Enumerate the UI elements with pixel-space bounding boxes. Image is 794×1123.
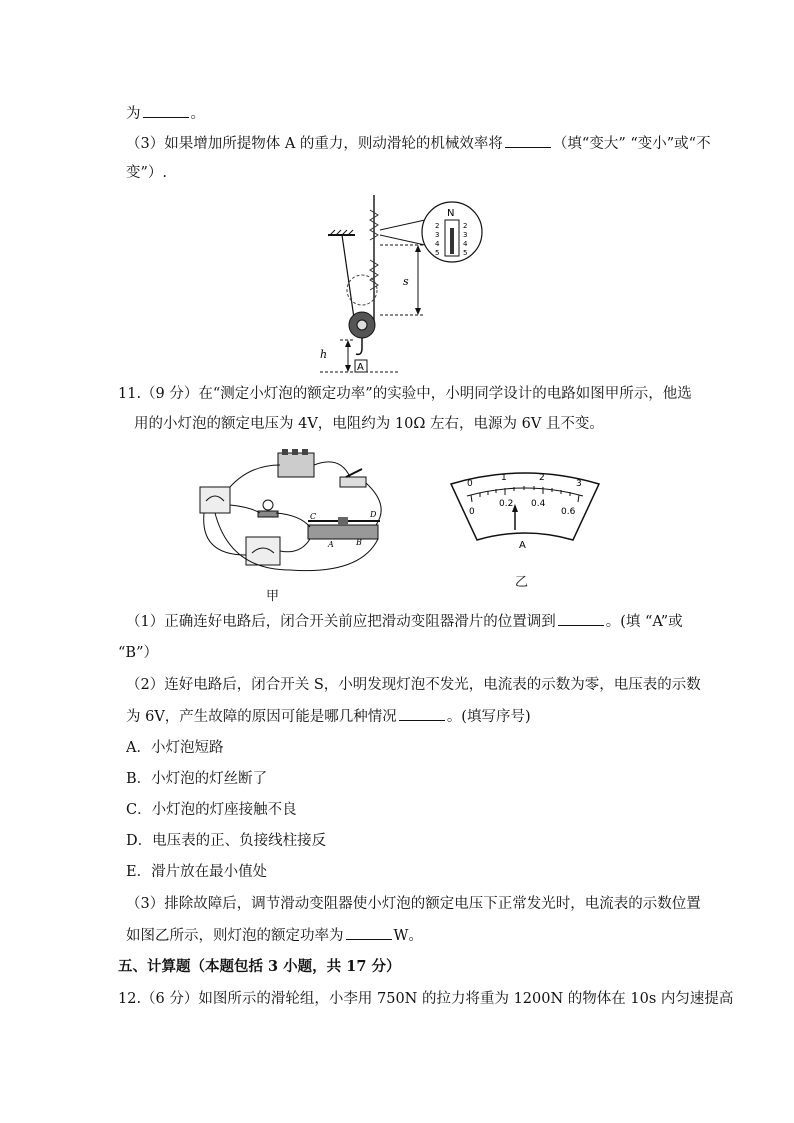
scale-right-3: 5 xyxy=(463,249,468,257)
scale-left-1: 3 xyxy=(435,231,440,239)
answer-blank xyxy=(505,133,551,148)
answer-blank xyxy=(558,611,604,626)
tick-top-0: 0 xyxy=(467,479,473,489)
meter-unit: A xyxy=(519,540,526,551)
fig-yi-caption: 乙 xyxy=(515,575,529,590)
option-e: E．滑片放在最小值处 xyxy=(126,864,268,880)
q11-stem-line1: 11.（9 分）在“测定小灯泡的额定功率”的实验中，小明同学设计的电路如图甲所示，他选 xyxy=(118,386,692,402)
option-b: B．小灯泡的灯丝断了 xyxy=(126,771,268,787)
q11-p3-text: 如图乙所示，则灯泡的额定功率为 xyxy=(126,928,344,944)
tick-bottom-0: 0 xyxy=(469,507,475,517)
scale-right-2: 4 xyxy=(463,240,468,248)
ammeter-dial-figure xyxy=(445,468,605,553)
tick-top-3: 3 xyxy=(576,479,582,489)
scale-left-0: 2 xyxy=(435,222,440,230)
label-h: h xyxy=(320,348,328,361)
scale-left-2: 4 xyxy=(435,240,440,248)
option-c: C．小灯泡的灯座接触不良 xyxy=(126,802,297,818)
q11-part2-line2 xyxy=(126,706,531,727)
answer-blank xyxy=(143,103,189,118)
tick-bottom-3: 0.6 xyxy=(561,507,576,517)
tick-top-2: 2 xyxy=(539,473,545,483)
fig-jia-caption: 甲 xyxy=(266,589,280,604)
label-a: A xyxy=(357,362,364,373)
q11-stem-line2: 用的小灯泡的额定电压为 4V，电阻约为 10Ω 左右，电源为 6V 且不变。 xyxy=(134,416,604,432)
label-s: s xyxy=(403,275,409,288)
q10-part3 xyxy=(126,133,711,154)
q11-part2-line1: （2）连好电路后，闭合开关 S，小明发现灯泡不发光，电流表的示数为零，电压表的示数 xyxy=(126,677,701,693)
q11-p2-tail: 。(填写序号) xyxy=(446,709,531,725)
option-a: A．小灯泡短路 xyxy=(126,740,224,756)
q11-p1-text: （1）正确连好电路后，闭合开关前应把滑动变阻器滑片的位置调到 xyxy=(126,614,556,630)
q11-part1-line2: “B”） xyxy=(118,645,158,661)
q10-suffix: 。 xyxy=(190,106,205,122)
q10-answer-line xyxy=(126,103,205,124)
q12-stem-line1: 12.（6 分）如图所示的滑轮组，小李用 750N 的拉力将重为 1200N 的物体在 10s 内匀速提高 xyxy=(118,991,734,1007)
tick-bottom-2: 0.4 xyxy=(531,499,546,509)
q10-part3-cont: 变”）. xyxy=(126,165,168,181)
answer-blank xyxy=(346,925,392,940)
section5-heading: 五、计算题（本题包括 3 小题，共 17 分） xyxy=(118,958,401,975)
option-d: D．电压表的正、负接线柱接反 xyxy=(126,833,327,849)
rheostat-c: C xyxy=(310,512,317,521)
pulley-figure xyxy=(300,190,550,375)
q11-p2-text: 为 6V，产生故障的原因可能是哪几种情况 xyxy=(126,709,397,725)
q11-part1-line1 xyxy=(126,611,683,632)
q10-prefix: 为 xyxy=(126,106,141,122)
compass-n: N xyxy=(447,208,455,219)
q11-part3-line1: （3）排除故障后，调节滑动变阻器使小灯泡的额定电压下正常发光时，电流表的示数位置 xyxy=(126,896,701,912)
q10-part3-text: （3）如果增加所提物体 A 的重力，则动滑轮的机械效率将 xyxy=(126,136,503,152)
tick-top-1: 1 xyxy=(501,473,507,483)
rheostat-a: A xyxy=(328,540,334,549)
scale-left-3: 5 xyxy=(435,249,440,257)
rheostat-d: D xyxy=(370,510,377,519)
q11-p3-tail: W。 xyxy=(393,928,423,944)
circuit-figure xyxy=(190,445,400,580)
rheostat-b: B xyxy=(356,538,362,547)
q11-p1-tail: 。(填 “A”或 xyxy=(605,614,683,630)
scale-right-0: 2 xyxy=(463,222,468,230)
q11-part3-line2 xyxy=(126,925,423,946)
scale-right-1: 3 xyxy=(463,231,468,239)
tick-bottom-1: 0.2 xyxy=(499,499,514,509)
q10-part3-tail: （填“变大” “变小”或“不 xyxy=(552,136,711,152)
answer-blank xyxy=(399,706,445,721)
